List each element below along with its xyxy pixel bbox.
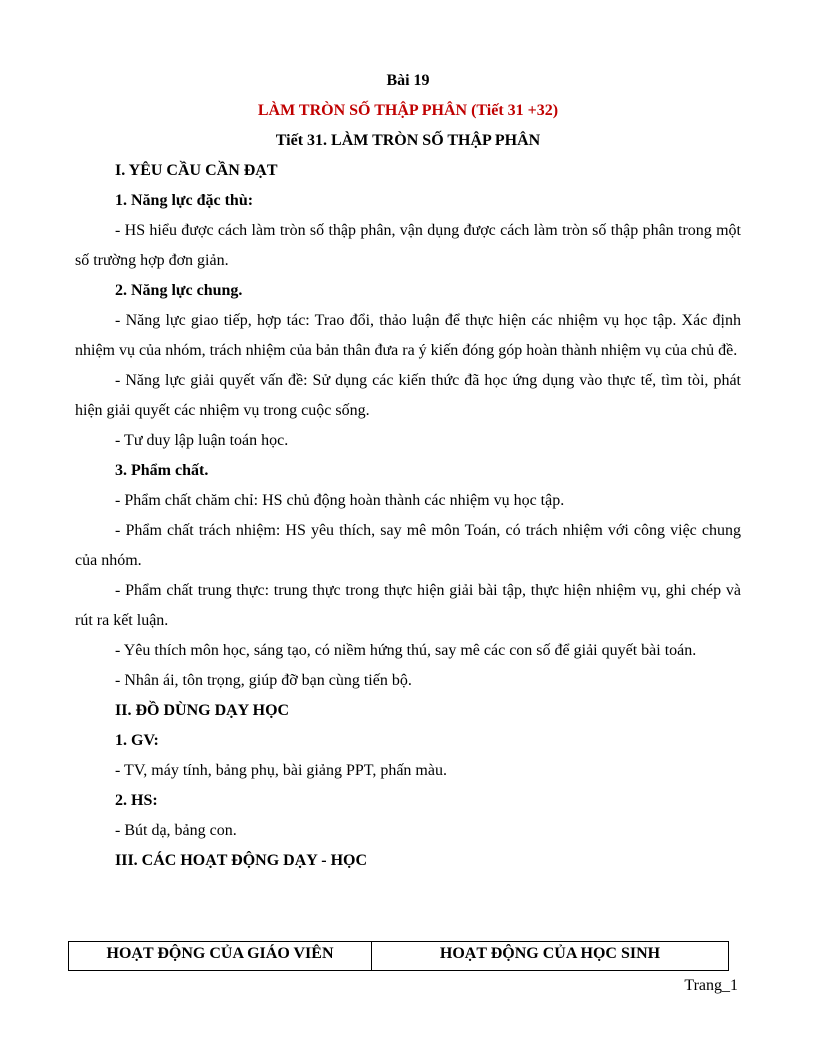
section-2-heading: II. ĐỒ DÙNG DẠY HỌC — [115, 702, 290, 719]
subsection-1-2-heading: 2. Năng lực chung. — [115, 282, 243, 299]
paragraph: - Phẩm chất chăm chỉ: HS chủ động hoàn thành các nhiệm vụ học tập. — [115, 492, 565, 509]
gv-heading: 1. GV: — [115, 732, 159, 749]
hs-heading: 2. HS: — [115, 792, 158, 809]
paragraph: - Năng lực giải quyết vấn đề: Sử dụng các kiến thức đã học ứng dụng vào thực tế, tìm tòi, phát hiện giải quyết các nhiệm vụ trong cuộc sống. — [75, 372, 741, 419]
table-header-row — [69, 942, 729, 971]
subsection-1-1-heading: 1. Năng lực đặc thù: — [115, 192, 254, 209]
paragraph: - Phẩm chất trung thực: trung thực trong thực hiện giải bài tập, thực hiện nhiệm vụ, ghi chép và rút ra kết luận. — [75, 582, 741, 629]
section-1-heading: I. YÊU CẦU CẦN ĐẠT — [115, 162, 278, 179]
paragraph: - HS hiểu được cách làm tròn số thập phân, vận dụng được cách làm tròn số thập phân trong một số trường hợp đơn giản. — [75, 222, 741, 269]
lesson-title: LÀM TRÒN SỐ THẬP PHÂN (Tiết 31 +32) — [257, 102, 559, 119]
subsection-1-3-heading: 3. Phẩm chất. — [115, 462, 209, 479]
activities-table — [68, 941, 729, 971]
document-page — [75, 66, 741, 876]
paragraph: - Yêu thích môn học, sáng tạo, có niềm hứng thú, say mê các con số để giải quyết bài toán. — [115, 642, 697, 659]
page-number: Trang_1 — [684, 977, 738, 994]
paragraph: - Năng lực giao tiếp, hợp tác: Trao đổi, thảo luận để thực hiện các nhiệm vụ học tập. Xác định nhiệm vụ của nhóm, trách nhiệm của bản thân đưa ra ý kiến đóng góp hoàn thành nhiệm vụ của chủ đề. — [75, 312, 741, 359]
lesson-number: Bài 19 — [386, 72, 430, 89]
hs-item: - Bút dạ, bảng con. — [115, 822, 237, 839]
teacher-activity-header: HOẠT ĐỘNG CỦA GIÁO VIÊN — [69, 942, 372, 971]
paragraph: - Nhân ái, tôn trọng, giúp đỡ bạn cùng tiến bộ. — [115, 672, 412, 689]
paragraph: - Phẩm chất trách nhiệm: HS yêu thích, say mê môn Toán, có trách nhiệm với công việc chung của nhóm. — [75, 522, 741, 569]
gv-item: - TV, máy tính, bảng phụ, bài giảng PPT, phấn màu. — [115, 762, 447, 779]
student-activity-header: HOẠT ĐỘNG CỦA HỌC SINH — [372, 942, 729, 971]
paragraph: - Tư duy lập luận toán học. — [115, 432, 289, 449]
lesson-subtitle: Tiết 31. LÀM TRÒN SỐ THẬP PHÂN — [275, 132, 541, 149]
section-3-heading: III. CÁC HOẠT ĐỘNG DẠY - HỌC — [115, 852, 368, 869]
